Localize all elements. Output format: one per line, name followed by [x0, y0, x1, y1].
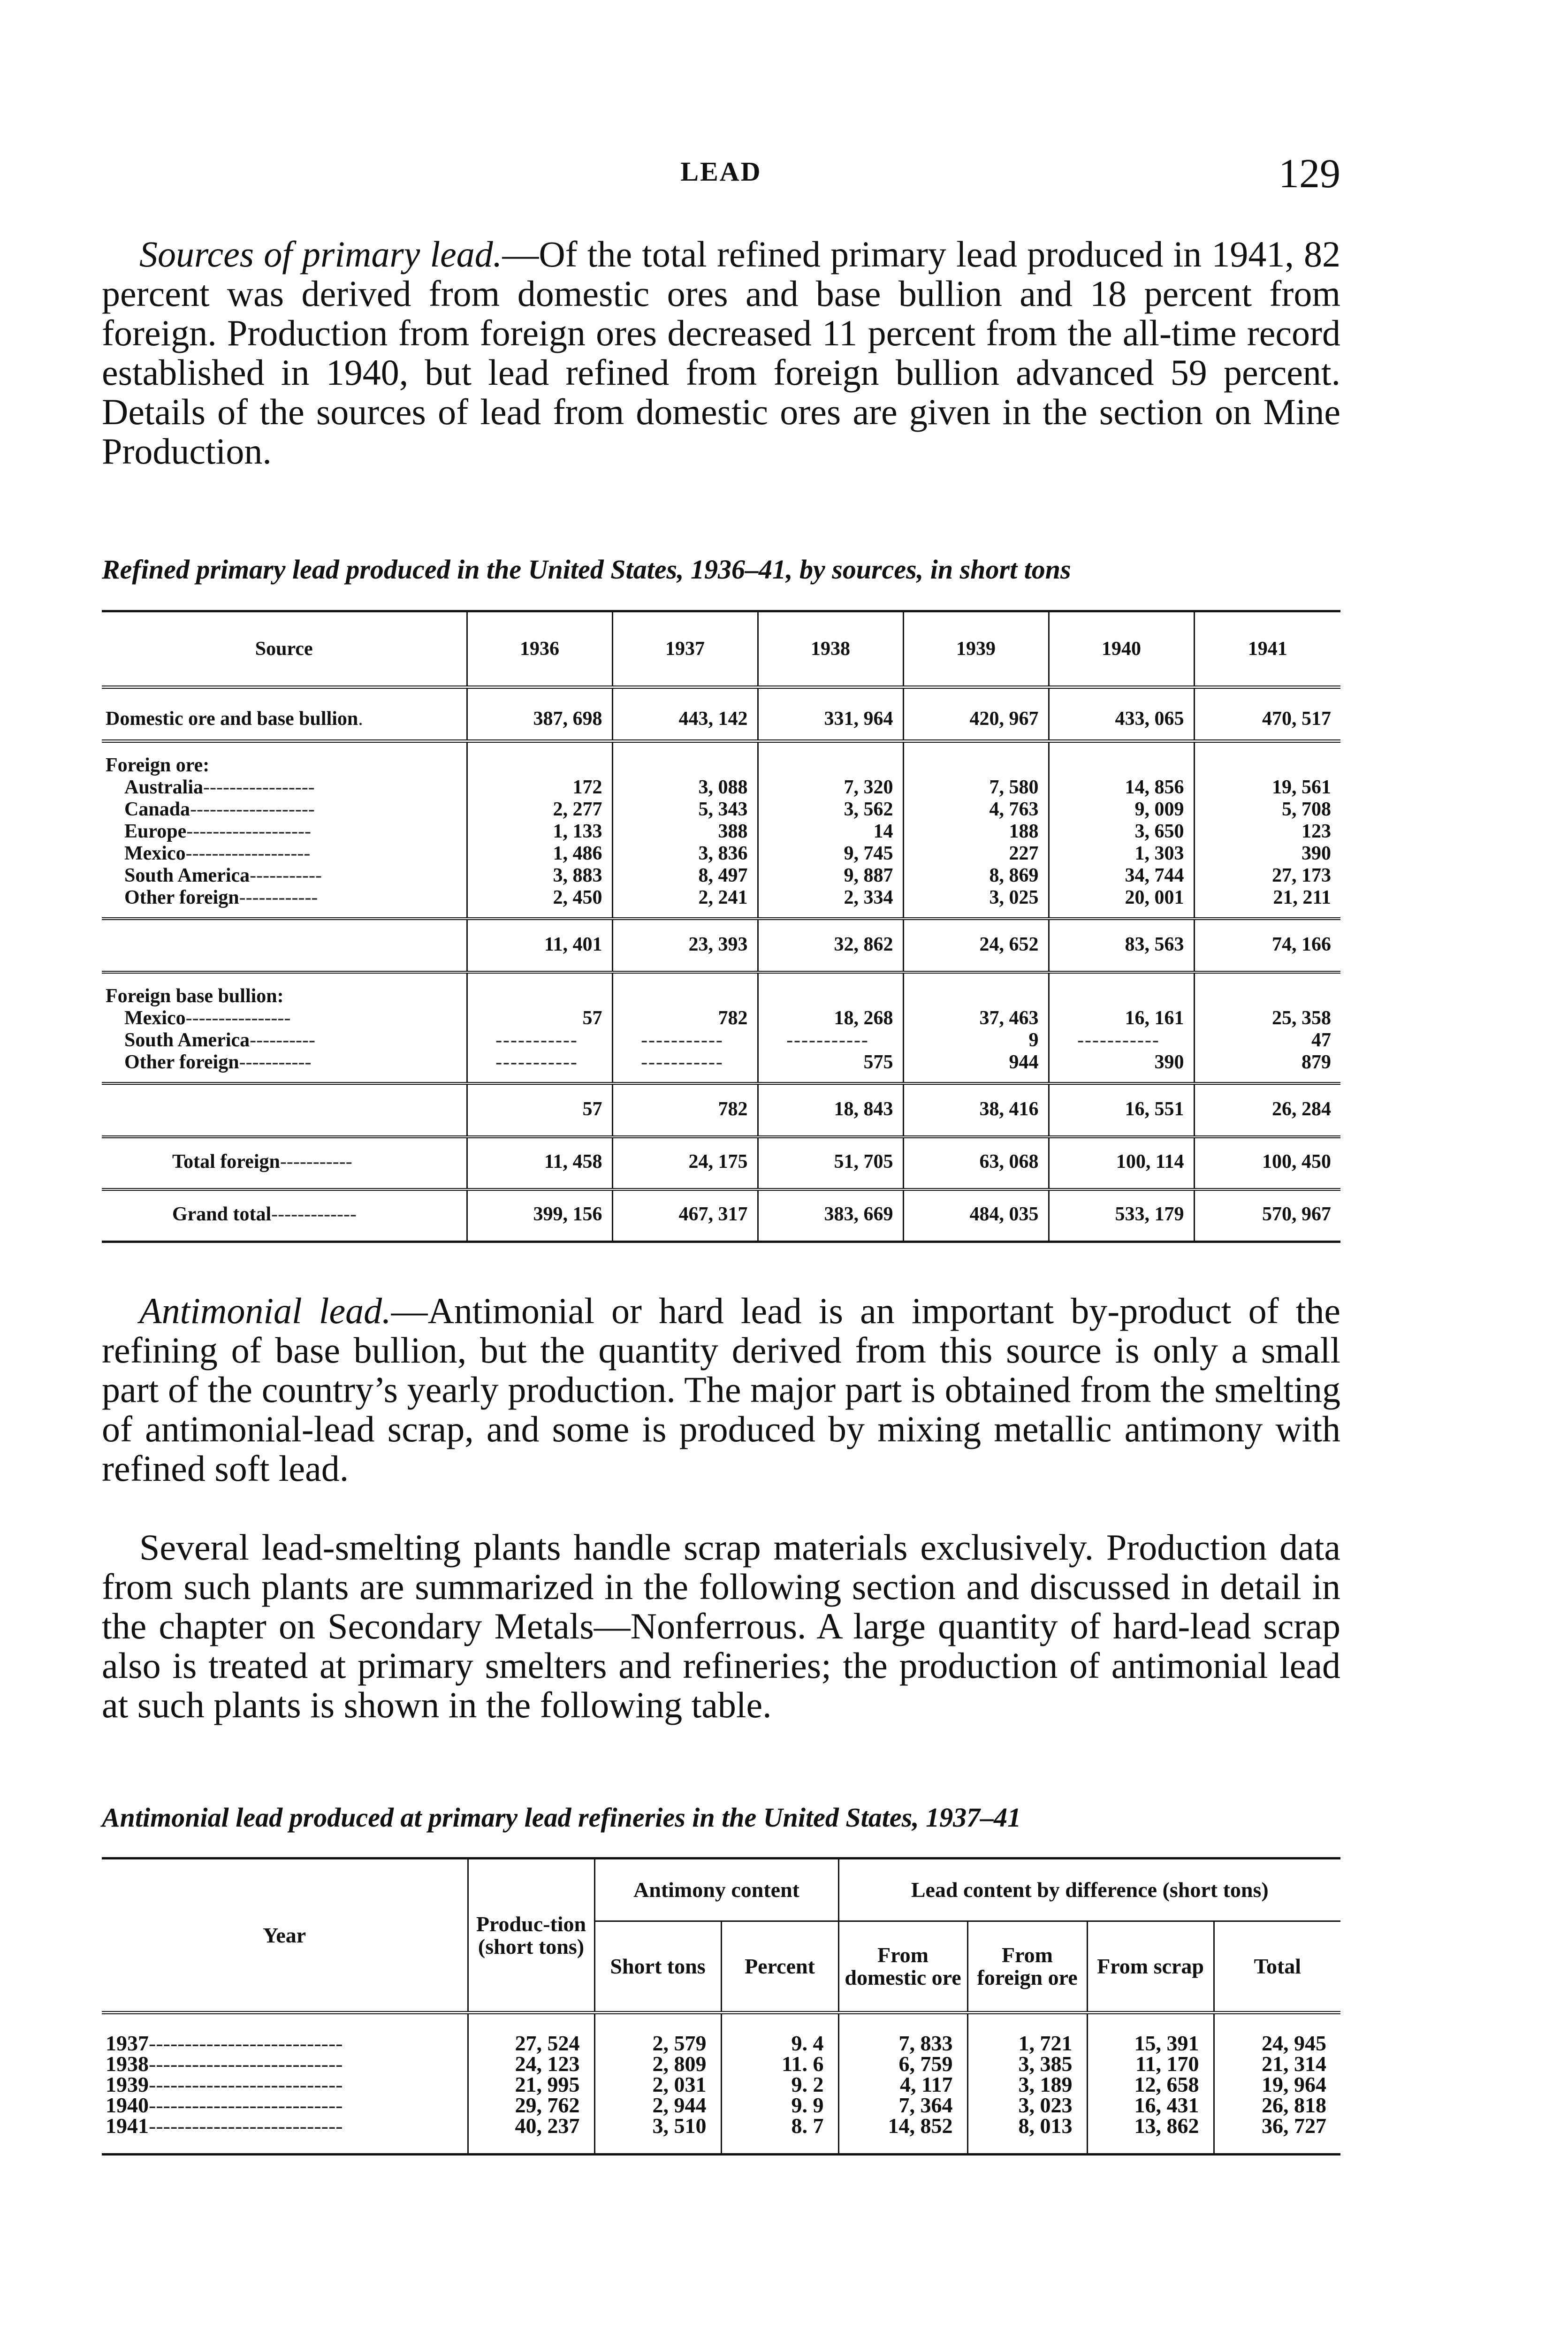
table-row	[102, 2054, 1340, 2074]
antimonial-lead-in: Antimonial lead.	[139, 1290, 391, 1331]
cell: 3, 836	[612, 843, 758, 865]
cell: 16, 161	[1049, 1007, 1194, 1029]
cell: -----------	[467, 1029, 612, 1051]
cell: 21, 314	[1214, 2054, 1340, 2074]
cell: 23, 393	[612, 919, 758, 972]
cell: 9. 9	[721, 2095, 838, 2116]
col-header-short-tons: Short tons	[594, 1921, 721, 2013]
cell: 172	[467, 777, 612, 799]
cell: 1, 303	[1049, 843, 1194, 865]
table-row	[102, 777, 1340, 799]
col-header-1938: 1938	[758, 611, 903, 687]
cell: 19, 964	[1214, 2074, 1340, 2095]
cell: 9. 4	[721, 2013, 838, 2054]
cell: 34, 744	[1049, 865, 1194, 887]
cell: 388	[612, 821, 758, 843]
table-row-foreign-bullion-subtotal	[102, 1083, 1340, 1137]
cell: 4, 763	[903, 799, 1049, 821]
row-label: 1938---------------------------	[106, 2054, 343, 2074]
row-label: Europe-------------------	[124, 821, 312, 842]
antimonial-paragraph	[102, 1291, 1340, 1488]
table2-header-row-1	[102, 1859, 1340, 1921]
table-row	[102, 1029, 1340, 1051]
col-group-lead: Lead content by difference (short tons)	[838, 1859, 1340, 1921]
row-label: Mexico-------------------	[124, 843, 311, 864]
col-header-from-scrap: From scrap	[1087, 1921, 1214, 2013]
cell: 2, 277	[467, 799, 612, 821]
cell: 11, 170	[1087, 2054, 1214, 2074]
cell: 100, 450	[1194, 1137, 1340, 1189]
cell: 570, 967	[1194, 1189, 1340, 1242]
table-row-domestic	[102, 687, 1340, 741]
cell: 5, 708	[1194, 799, 1340, 821]
cell: 24, 652	[903, 919, 1049, 972]
cell: 26, 818	[1214, 2095, 1340, 2116]
row-label: South America----------	[124, 1029, 316, 1051]
col-header-total: Total	[1214, 1921, 1340, 2013]
cell: 38, 416	[903, 1083, 1049, 1137]
table-row-total-foreign	[102, 1137, 1340, 1189]
cell: 51, 705	[758, 1137, 903, 1189]
cell: -----------	[467, 1051, 612, 1083]
table-row-grand-total	[102, 1189, 1340, 1242]
cell: 3, 562	[758, 799, 903, 821]
cell: 2, 031	[594, 2074, 721, 2095]
cell: 9, 745	[758, 843, 903, 865]
cell: 4, 117	[838, 2074, 967, 2095]
table1-caption: Refined primary lead produced in the United States, 1936–41, by sources, in short tons	[102, 554, 1071, 585]
col-header-1940: 1940	[1049, 611, 1194, 687]
cell: 18, 268	[758, 1007, 903, 1029]
cell: 57	[467, 1083, 612, 1137]
cell: 6, 759	[838, 2054, 967, 2074]
cell: 2, 241	[612, 887, 758, 919]
cell: 879	[1194, 1051, 1340, 1083]
cell: 433, 065	[1049, 687, 1194, 741]
cell: 12, 658	[1087, 2074, 1214, 2095]
row-label: Canada-------------------	[124, 799, 315, 820]
table-row	[102, 2116, 1340, 2155]
cell: 5, 343	[612, 799, 758, 821]
row-label: Domestic ore and base bullion.	[102, 687, 467, 741]
row-label: 1941---------------------------	[102, 2116, 468, 2155]
section-heading-foreign-ore	[102, 741, 1340, 777]
row-label: Foreign base bullion:	[106, 985, 284, 1007]
cell: -----------	[612, 1029, 758, 1051]
col-header-1941: 1941	[1194, 611, 1340, 687]
antimonial-text: —Antimonial or hard lead is an important by-product of the refining of base bullion, but the quantity derived from this source is only a small part of the country’s yearly production. The major part is obtained from the smelting of antimonial-lead scrap, and some is produced by mixing metallic antimony with refined soft lead.	[102, 1290, 1341, 1489]
cell: 63, 068	[903, 1137, 1049, 1189]
row-label: Other foreign-----------	[102, 1051, 467, 1083]
cell: 19, 561	[1194, 777, 1340, 799]
cell: 2, 944	[594, 2095, 721, 2116]
cell: 29, 762	[468, 2095, 594, 2116]
cell: 2, 334	[758, 887, 903, 919]
cell: 387, 698	[467, 687, 612, 741]
cell: 420, 967	[903, 687, 1049, 741]
running-head: LEAD	[680, 156, 762, 187]
col-group-antimony: Antimony content	[594, 1859, 838, 1921]
cell: 21, 211	[1194, 887, 1340, 919]
cell: 57	[467, 1007, 612, 1029]
col-header-1937: 1937	[612, 611, 758, 687]
cell: 21, 995	[468, 2074, 594, 2095]
cell: 8, 869	[903, 865, 1049, 887]
cell: 331, 964	[758, 687, 903, 741]
cell: 467, 317	[612, 1189, 758, 1242]
table-row-foreign-ore-subtotal	[102, 919, 1340, 972]
cell: 470, 517	[1194, 687, 1340, 741]
row-label: Other foreign------------	[102, 887, 467, 919]
cell: 36, 727	[1214, 2116, 1340, 2155]
col-header-production: Produc-tion (short tons)	[468, 1859, 594, 2013]
cell: 399, 156	[467, 1189, 612, 1242]
cell: 390	[1049, 1051, 1194, 1083]
cell: 74, 166	[1194, 919, 1340, 972]
row-label: Australia-----------------	[124, 777, 315, 798]
cell: 7, 580	[903, 777, 1049, 799]
cell: 7, 320	[758, 777, 903, 799]
col-header-source: Source	[102, 611, 467, 687]
refined-lead-table	[102, 610, 1340, 1243]
sources-text: —Of the total refined primary lead produced in 1941, 82 percent was derived from domestic ores and base bullion and 18 percent from foreign. Production from foreign ores decreased 11 percent from the all-time record established in 1940, but lead refined from foreign bullion advanced 59 percent. Details of the sources of lead from domestic ores are given in the section on Mine Production.	[102, 234, 1340, 472]
row-label: 1937---------------------------	[106, 2031, 343, 2054]
cell: 3, 883	[467, 865, 612, 887]
cell: 484, 035	[903, 1189, 1049, 1242]
table2-caption: Antimonial lead produced at primary lead refineries in the United States, 1937–41	[102, 1802, 1021, 1833]
table-row	[102, 887, 1340, 919]
col-header-percent: Percent	[721, 1921, 838, 2013]
cell: 16, 431	[1087, 2095, 1214, 2116]
cell: 83, 563	[1049, 919, 1194, 972]
cell: 3, 650	[1049, 821, 1194, 843]
cell: 8. 7	[721, 2116, 838, 2155]
page-header	[102, 150, 1340, 211]
cell: 26, 284	[1194, 1083, 1340, 1137]
cell: 3, 385	[967, 2054, 1087, 2074]
cell: 14, 852	[838, 2116, 967, 2155]
row-label: South America-----------	[124, 865, 322, 886]
antimonial-lead-table	[102, 1857, 1340, 2156]
cell: 1, 133	[467, 821, 612, 843]
cell: 944	[903, 1051, 1049, 1083]
cell: 443, 142	[612, 687, 758, 741]
cell: 15, 391	[1087, 2013, 1214, 2054]
cell: 8, 497	[612, 865, 758, 887]
table-row	[102, 821, 1340, 843]
cell: 383, 669	[758, 1189, 903, 1242]
col-header-from-domestic: From domestic ore	[838, 1921, 967, 2013]
cell: 7, 364	[838, 2095, 967, 2116]
cell: -----------	[758, 1029, 903, 1051]
cell: 18, 843	[758, 1083, 903, 1137]
cell: 14, 856	[1049, 777, 1194, 799]
table-row	[102, 2013, 1340, 2054]
cell: 47	[1194, 1029, 1340, 1051]
page-number: 129	[1279, 151, 1340, 197]
cell: 25, 358	[1194, 1007, 1340, 1029]
cell: 24, 123	[468, 2054, 594, 2074]
row-label: Mexico----------------	[124, 1007, 291, 1029]
cell: 13, 862	[1087, 2116, 1214, 2155]
cell: 9, 009	[1049, 799, 1194, 821]
cell: 2, 809	[594, 2054, 721, 2074]
cell: 24, 945	[1214, 2013, 1340, 2054]
cell: 20, 001	[1049, 887, 1194, 919]
cell: 24, 175	[612, 1137, 758, 1189]
cell: 16, 551	[1049, 1083, 1194, 1137]
cell: 390	[1194, 843, 1340, 865]
cell: 8, 013	[967, 2116, 1087, 2155]
cell: 7, 833	[838, 2013, 967, 2054]
cell: 2, 579	[594, 2013, 721, 2054]
row-label: Foreign ore:	[106, 754, 210, 776]
table-row	[102, 1051, 1340, 1083]
row-label: Grand total-------------	[102, 1189, 467, 1242]
table-row	[102, 865, 1340, 887]
cell: 782	[612, 1007, 758, 1029]
cell: 575	[758, 1051, 903, 1083]
table-row	[102, 1007, 1340, 1029]
col-header-1939: 1939	[903, 611, 1049, 687]
cell: 1, 486	[467, 843, 612, 865]
cell: 11, 458	[467, 1137, 612, 1189]
col-header-from-foreign: From foreign ore	[967, 1921, 1087, 2013]
cell: 3, 088	[612, 777, 758, 799]
cell: 3, 025	[903, 887, 1049, 919]
row-label: Total foreign-----------	[102, 1137, 467, 1189]
cell: 123	[1194, 821, 1340, 843]
row-label: 1939---------------------------	[106, 2074, 343, 2095]
cell: 1, 721	[967, 2013, 1087, 2054]
cell: 37, 463	[903, 1007, 1049, 1029]
cell: 11. 6	[721, 2054, 838, 2074]
cell: 100, 114	[1049, 1137, 1194, 1189]
table-row	[102, 2074, 1340, 2095]
row-label: 1940---------------------------	[106, 2095, 343, 2116]
section-heading-foreign-bullion	[102, 972, 1340, 1007]
col-header-1936: 1936	[467, 611, 612, 687]
cell: 782	[612, 1083, 758, 1137]
table1-header-row	[102, 611, 1340, 687]
cell: 27, 173	[1194, 865, 1340, 887]
cell: 27, 524	[468, 2013, 594, 2054]
table-row	[102, 843, 1340, 865]
antimonial-paragraph-2: Several lead-smelting plants handle scrap materials exclusively. Production data from such plants are summarized in the following section and discussed in detail in the chapter on Secondary Metals—Nonferrous. A large quantity of hard-lead scrap also is treated at primary smelters and refineries; the production of antimonial lead at such plants is shown in the following table.	[102, 1527, 1340, 1725]
cell: -----------	[612, 1051, 758, 1083]
cell: 533, 179	[1049, 1189, 1194, 1242]
cell: 9, 887	[758, 865, 903, 887]
cell: 9. 2	[721, 2074, 838, 2095]
cell: 32, 862	[758, 919, 903, 972]
cell: 227	[903, 843, 1049, 865]
cell: 2, 450	[467, 887, 612, 919]
cell: 40, 237	[468, 2116, 594, 2155]
cell: 9	[903, 1029, 1049, 1051]
sources-lead-in: Sources of primary lead.	[139, 234, 502, 274]
cell: 188	[903, 821, 1049, 843]
col-header-year: Year	[102, 1859, 468, 2013]
cell: -----------	[1049, 1029, 1194, 1051]
table-row	[102, 799, 1340, 821]
table-row	[102, 2095, 1340, 2116]
cell: 3, 510	[594, 2116, 721, 2155]
sources-paragraph	[102, 235, 1340, 471]
cell: 14	[758, 821, 903, 843]
cell: 11, 401	[467, 919, 612, 972]
cell: 3, 189	[967, 2074, 1087, 2095]
cell: 3, 023	[967, 2095, 1087, 2116]
